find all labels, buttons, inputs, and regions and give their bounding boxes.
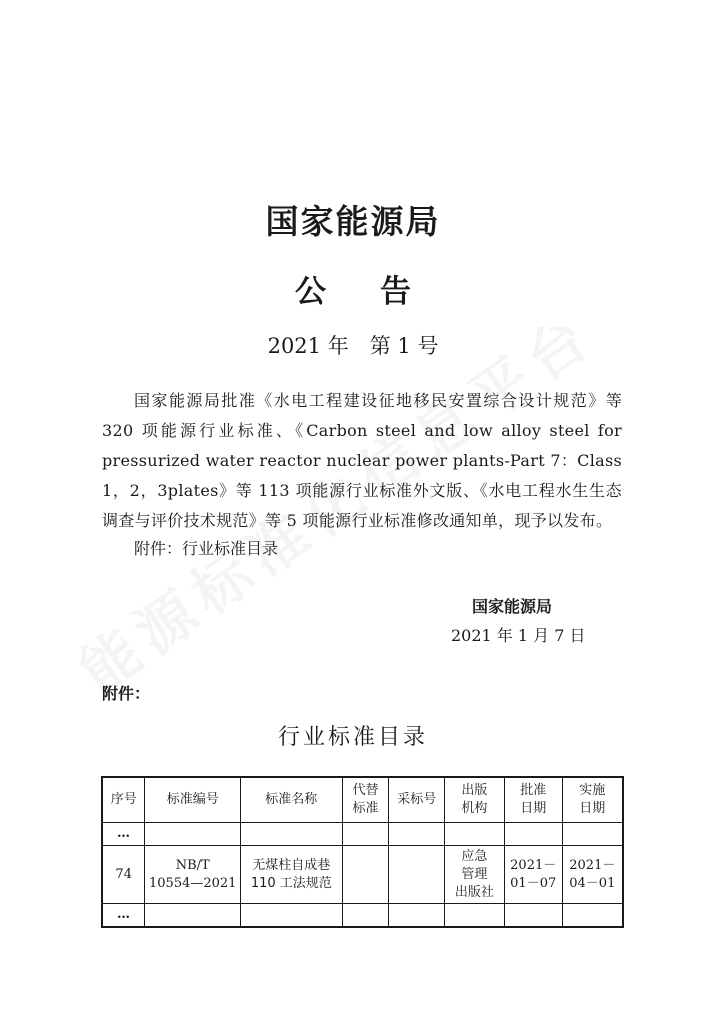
table-header-row [102,777,623,823]
table-cell [504,823,562,846]
ellipsis-cell: … [102,904,145,928]
table-cell [504,904,562,928]
body-paragraph: 国家能源局批准《水电工程建设征地移民安置综合设计规范》等 320 项能源行业标准、《Carbon steel and low alloy steel for pressurized water reactor nuclear power plants-Part 7：Class 1，2，3plates》等 113 项能源行业标准外文版、《水电工程水生生态调查与评价技术规范》等 5 项能源行业标准修改通知单，现予以发布。 [102,391,622,530]
table-cell [145,823,241,846]
cell-no: 74 [102,846,145,904]
cell-name: 无煤柱自成巷 110 工法规范 [241,846,343,904]
notice-body [102,386,622,536]
notice-char-1: 公 [295,274,326,310]
signature-date: 2021 年 1 月 7 日 [451,626,586,645]
table-cell [389,823,445,846]
col-header: 标准名称 [241,777,343,823]
table-cell [342,904,389,928]
ellipsis-cell: … [102,823,145,846]
table-row [102,823,623,846]
table-cell [562,904,623,928]
col-header: 代替 标准 [342,777,389,823]
table-cell [241,904,343,928]
cell-adopted [389,846,445,904]
col-header: 序号 [102,777,145,823]
appendix-label: 附件： [102,684,151,703]
table-row [102,904,623,928]
table-cell [145,904,241,928]
col-header: 标准编号 [145,777,241,823]
attachment-line: 附件：行业标准目录 [134,539,279,558]
cell-replaces [342,846,389,904]
notice-number: 2021 年 第 1 号 [267,334,439,358]
table-cell [445,904,505,928]
col-header: 出版 机构 [445,777,505,823]
table-row [102,846,623,904]
catalog-title: 行业标准目录 [277,725,428,750]
cell-effective: 2021－ 04－01 [562,846,623,904]
cell-publisher: 应急 管理 出版社 [445,846,505,904]
standards-table [101,776,624,928]
col-header: 批准 日期 [504,777,562,823]
signature-org: 国家能源局 [472,597,553,616]
notice-char-2: 告 [380,274,411,310]
table-cell [342,823,389,846]
notice-title [0,266,706,311]
col-header: 采标号 [389,777,445,823]
table-cell [241,823,343,846]
cell-approved: 2021－ 01－07 [504,846,562,904]
table-cell [445,823,505,846]
cell-code: NB/T 10554—2021 [145,846,241,904]
col-header: 实施 日期 [562,777,623,823]
table-cell [562,823,623,846]
table-cell [389,904,445,928]
issuer-title: 国家能源局 [265,202,441,241]
